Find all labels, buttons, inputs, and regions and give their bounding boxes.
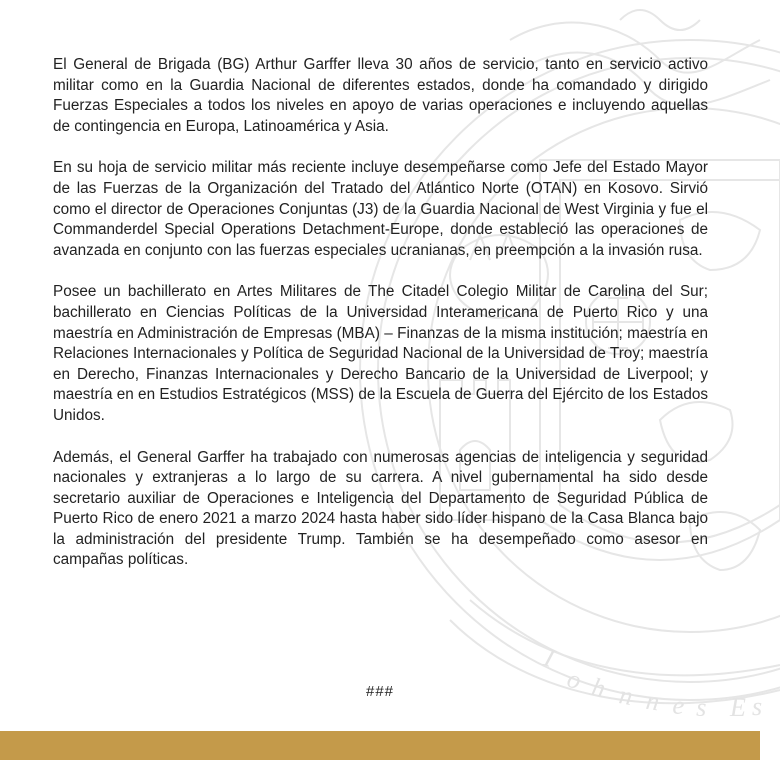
gold-footer-bar <box>0 731 760 760</box>
svg-text:n: n <box>617 680 635 712</box>
svg-text:s: s <box>752 692 763 721</box>
svg-text:E: E <box>730 693 746 722</box>
svg-text:o: o <box>563 663 585 696</box>
paragraph-service-record: En su hoja de servicio militar más reciente incluye desempeñarse como Jefe del Estado Mayor de las Fuerzas de la Organización del Tratado del Atlántico Norte (OTAN) en Kosovo. Sirvió como el director de Operaciones Conjuntas (J3) de la Guardia Nacional de West Virginia y fue el Commanderdel Special Operations Detachment-Europe, donde estableció las operaciones de avanzada en conjunto con las fuerzas especiales ucranianas, en preempción a la invasión rusa. <box>53 159 708 259</box>
svg-text:e: e <box>671 690 686 721</box>
end-of-release-mark: ### <box>365 683 395 700</box>
paragraph-intelligence-career: Además, el General Garffer ha trabajado con numerosas agencias de inteligencia y seguridad nacionales y extranjeras a lo largo de su carrera. A nivel gubernamental ha sido desde secretario auxiliar de Operaciones e Inteligencia del Departamento de Seguridad Pública de Puerto Rico de enero 2021 a marzo 2024 hasta haber sido líder hispano de la Casa Blanca bajo la administración del presidente Trump. También se ha desempeñado como asesor en campañas políticas. <box>53 448 708 569</box>
press-release-body <box>53 55 708 592</box>
svg-text:s: s <box>695 692 707 723</box>
paragraph-intro: El General de Brigada (BG) Arthur Garffer lleva 30 años de servicio, tanto en servicio activo militar como en la Guardia Nacional de diferentes estados, donde ha comandado y dirigido Fuerzas Especiales a todos los niveles en apoyo de varias operaciones e incluyendo aquellas de contingencia en Europa, Latinoamérica y Asia. <box>53 56 708 135</box>
svg-text:h: h <box>589 672 609 704</box>
svg-text:n: n <box>644 685 662 717</box>
svg-text:I: I <box>540 642 558 673</box>
paragraph-education: Posee un bachillerato en Artes Militares de The Citadel Colegio Militar de Carolina del Sur; bachillerato en Ciencias Políticas de la Universidad Interamericana de Puerto Rico y una maestría en Administración de Empresas (MBA) – Finanzas de la misma institución; maestría en Relaciones Internacionales y Política de Seguridad Nacional de la Universidad de Troy; maestría en Derecho, Finanzas Internacionales y Derecho Bancario de la Universidad de Liverpool; y maestría en en Estudios Estratégicos (MSS) de la Escuela de Guerra del Ejército de los Estados Unidos. <box>53 283 708 424</box>
